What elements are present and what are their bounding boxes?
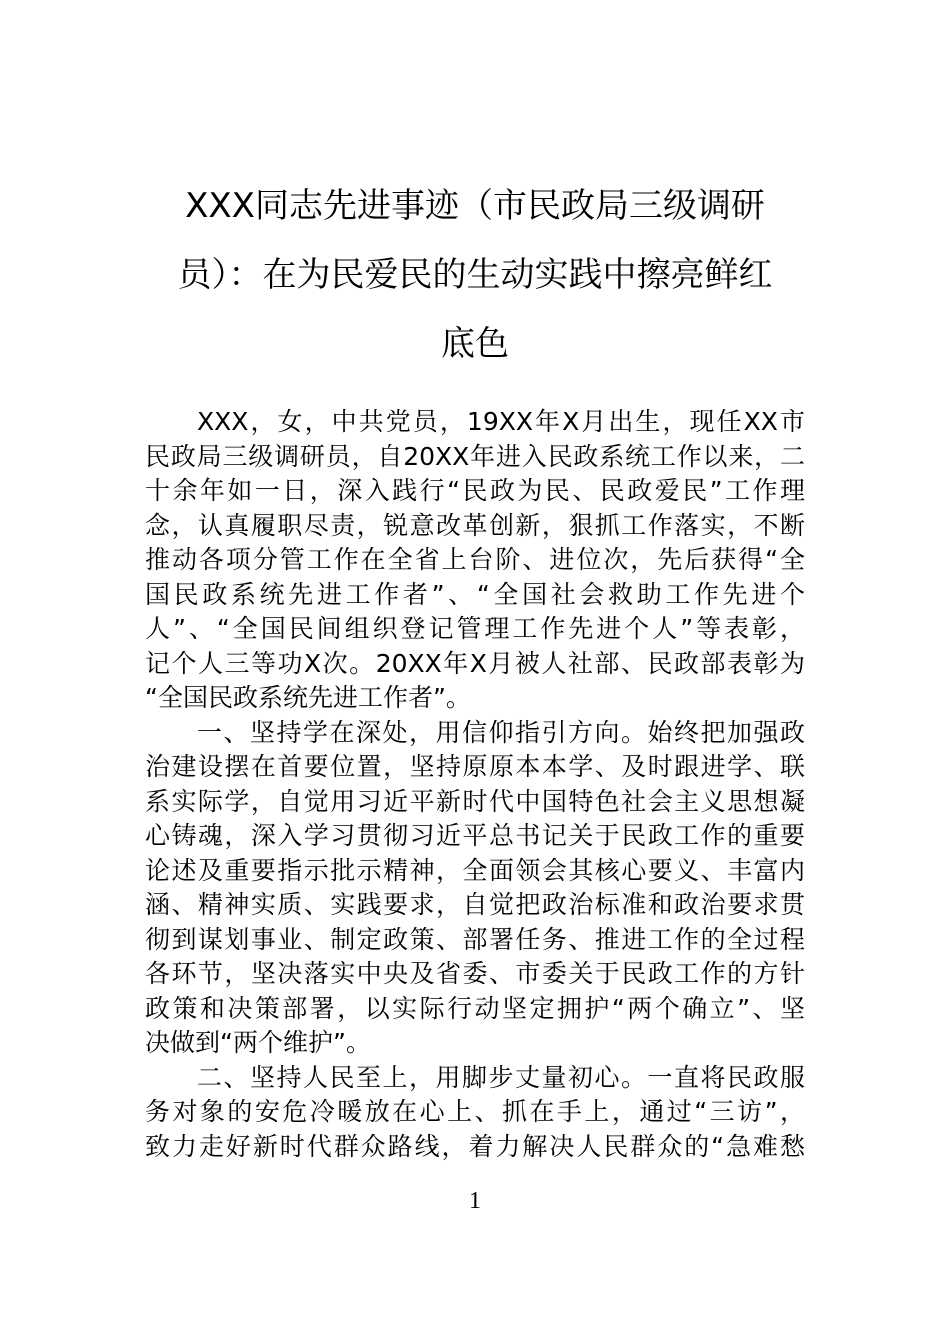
title-line: 底色 (441, 324, 509, 364)
text-line: 务对象的安危冷暖放在心上、抓在手上，通过“三访”， (145, 1097, 805, 1126)
text-line: 论述及重要指示批示精神，全面领会其核心要义、丰富内 (145, 855, 805, 885)
text-line: 民政局三级调研员，自20XX年进入民政系统工作以来，二 (145, 441, 805, 471)
paragraph (145, 716, 805, 1061)
paragraph (145, 405, 805, 716)
text-line: 心铸魂，深入学习贯彻习近平总书记关于民政工作的重要 (145, 821, 805, 850)
text-line: XXX，女，中共党员，19XX年X月出生，现任XX市 (197, 407, 805, 436)
text-line: 治建设摆在首要位置，坚持原原本本学、及时跟进学、联 (145, 752, 805, 781)
text-line: 人”、“全国民间组织登记管理工作先进个人”等表彰， (145, 614, 805, 643)
text-line: 念，认真履职尽责，锐意改革创新，狠抓工作落实，不断 (145, 510, 805, 540)
text-line: 十余年如一日，深入践行“民政为民、民政爱民”工作理 (145, 476, 805, 505)
text-line: 决做到“两个维护”。 (145, 1028, 371, 1057)
text-line: 彻到谋划事业、制定政策、部署任务、推进工作的全过程 (145, 924, 805, 954)
text-line: 系实际学，自觉用习近平新时代中国特色社会主义思想凝 (145, 786, 805, 816)
text-line: 一、坚持学在深处，用信仰指引方向。始终把加强政 (197, 717, 805, 747)
title-line: XXX同志先进事迹（市民政局三级调研 (185, 186, 765, 226)
text-line: 记个人三等功X次。20XX年X月被人社部、民政部表彰为 (145, 648, 805, 678)
text-line: 致力走好新时代群众路线，着力解决人民群众的“急难愁 (145, 1131, 805, 1161)
document-title (140, 172, 810, 379)
text-line: 涵、精神实质、实践要求，自觉把政治标准和政治要求贯 (145, 890, 805, 919)
text-line: 国民政系统先进工作者”、“全国社会救助工作先进个 (145, 579, 805, 609)
text-line: “全国民政系统先进工作者”。 (145, 683, 471, 712)
text-line: 推动各项分管工作在全省上台阶、进位次，先后获得“全 (145, 545, 805, 574)
title-line: 员）：在为民爱民的生动实践中擦亮鲜红 (177, 255, 773, 295)
paragraph (145, 1061, 805, 1165)
document-body (145, 405, 805, 1164)
text-line: 政策和决策部署，以实际行动坚定拥护“两个确立”、坚 (145, 993, 805, 1023)
text-line: 各环节，坚决落实中央及省委、市委关于民政工作的方针 (145, 959, 805, 988)
text-line: 二、坚持人民至上，用脚步丈量初心。一直将民政服 (197, 1062, 805, 1092)
page-number: 1 (469, 1188, 481, 1214)
